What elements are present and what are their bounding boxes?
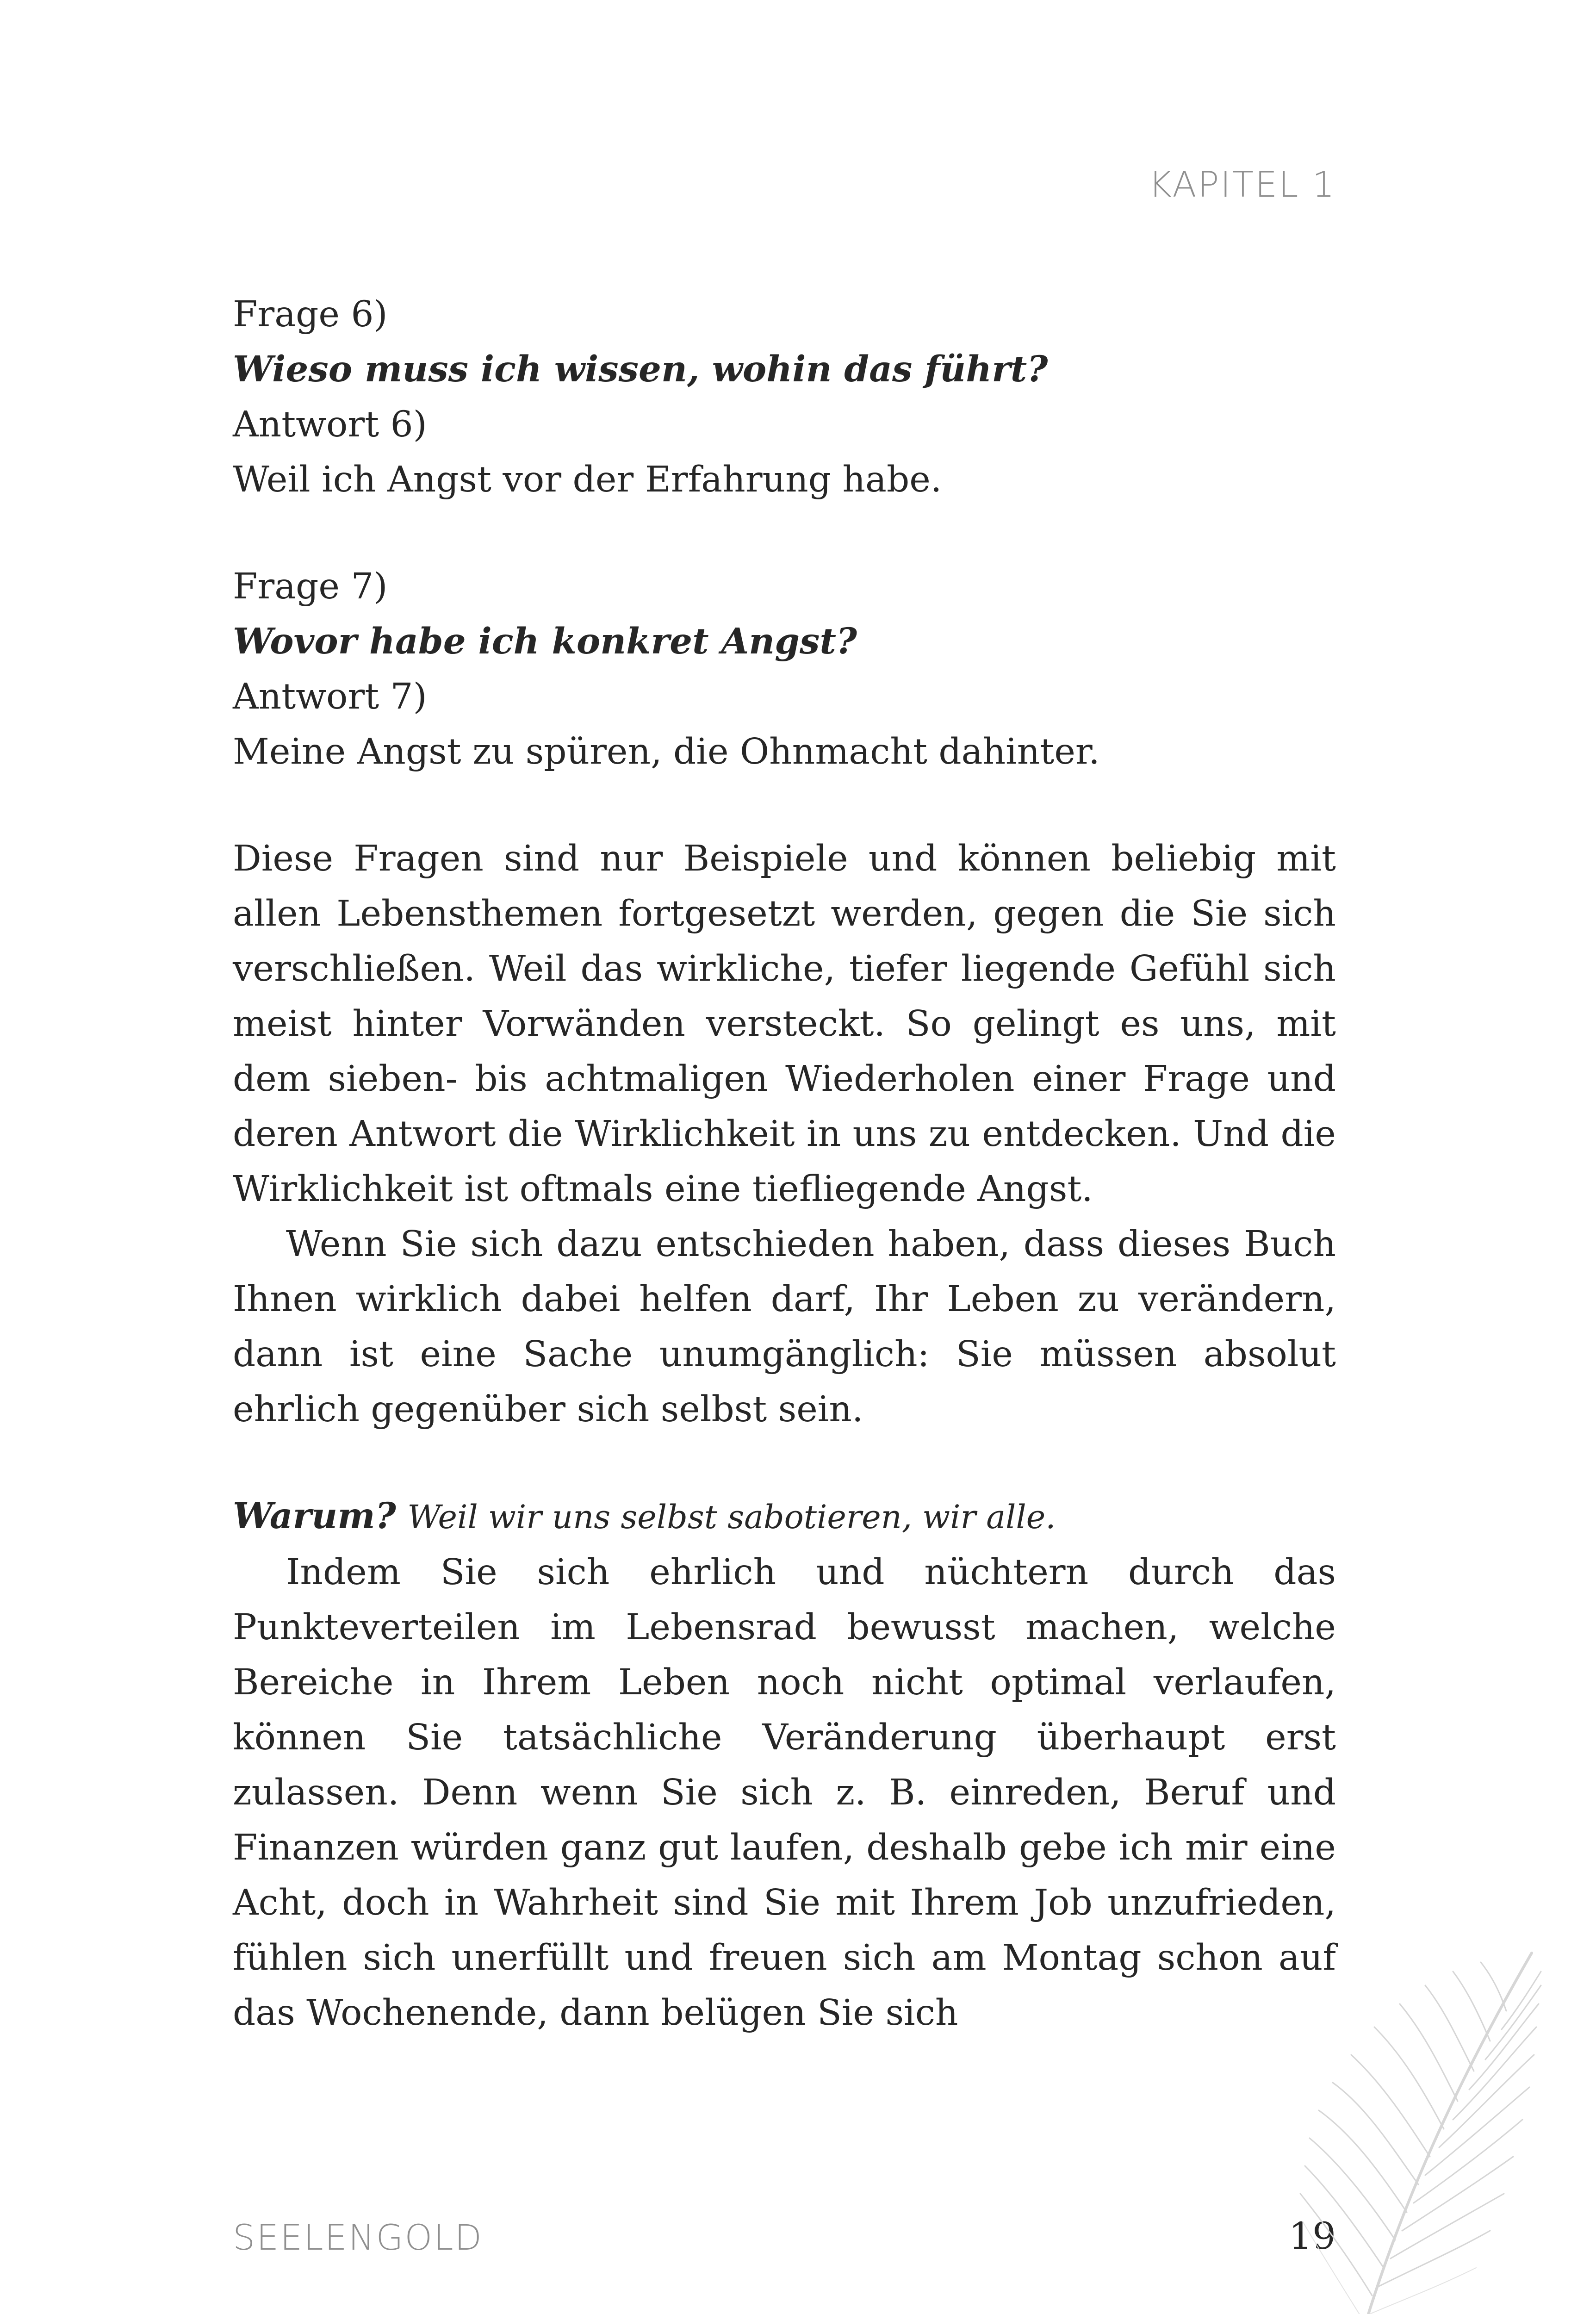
paragraph-lebensrad: Indem Sie sich ehrlich und nüchtern durch das Punkteverteilen im Lebensrad bewusst machen, welche Bereiche in Ihrem Leben noch nicht optimal verlaufen, können Sie tatsächliche Veränderung überhaupt erst zulassen. Denn wenn Sie sich z. B. einreden, Beruf und Finanzen würden ganz gut laufen, deshalb gebe ich mir eine Acht, doch in Wahrheit sind Sie mit Ihrem Job unzufrieden, fühlen sich unerfüllt und freuen sich am Montag schon auf das Wochenende, dann belügen Sie sich: [233, 1552, 1336, 2034]
frage-label: Frage 7): [233, 566, 388, 607]
paragraph-examples: Diese Fragen sind nur Beispiele und können beliebig mit allen Lebensthemen fortgesetzt werden, gegen die Sie sich verschließen. Weil das wirkliche, tiefer liegende Gefühl sich meist hinter Vorwänden versteckt. So gelingt es uns, mit dem sieben- bis achtmaligen Wiederholen einer Frage und deren Antwort die Wirklichkeit in uns zu entdecken. Und die Wirklichkeit ist oftmals eine tiefliegende Angst.: [233, 838, 1336, 1210]
warum-question: Warum?: [233, 1495, 396, 1537]
paragraph-honesty: Wenn Sie sich dazu entschieden haben, dass dieses Buch Ihnen wirklich dabei helfen darf, Ihr Leben zu verändern, dann ist eine Sache unumgänglich: Sie müssen absolut ehrlich gegenüber sich selbst sein.: [233, 1224, 1336, 1430]
feather-icon: [1291, 1935, 1550, 2314]
qa-block-6: [233, 287, 1336, 507]
answer-text: Meine Angst zu spüren, die Ohnmacht dahinter.: [233, 731, 1100, 772]
chapter-header: KAPITEL 1: [1148, 164, 1336, 205]
antwort-label: Antwort 6): [233, 404, 427, 445]
page-number: 19: [1289, 2214, 1336, 2258]
page-body: [233, 287, 1336, 2040]
antwort-label: Antwort 7): [233, 676, 427, 717]
frage-label: Frage 6): [233, 294, 388, 335]
warum-line: [233, 1489, 1336, 1545]
answer-text: Weil ich Angst vor der Erfahrung habe.: [233, 459, 942, 500]
question-text: Wovor habe ich konkret Angst?: [233, 621, 857, 662]
warum-answer: Weil wir uns selbst sabotieren, wir alle.: [407, 1498, 1056, 1536]
qa-block-7: [233, 559, 1336, 779]
question-text: Wieso muss ich wissen, wohin das führt?: [233, 348, 1048, 390]
book-title-footer: SEELENGOLD: [233, 2217, 484, 2258]
